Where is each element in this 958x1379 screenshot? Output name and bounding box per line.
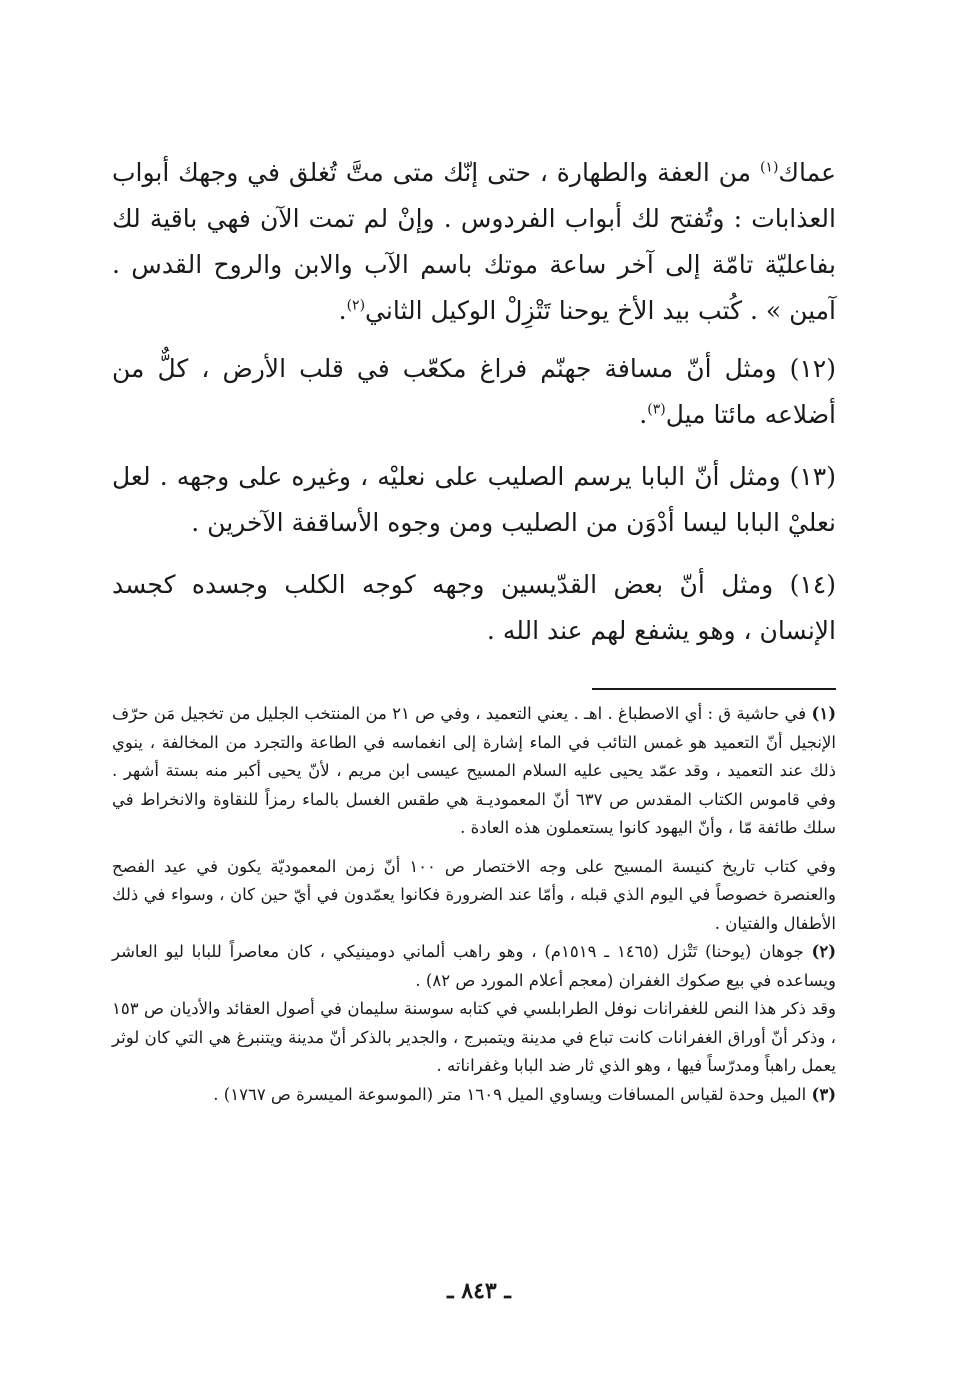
paragraph-1-body: من العفة والطهارة ، حتى إنّك متى متَّ تُغلق في وجهك أبواب العذابات : وتُفتح لك أبواب الفردوس . وإنْ لم تمت الآن فهي باقية لك بفاعليّة تامّة إلى آخر ساعة موتك باسم الآب والابن والروح القدس . آمين » . كُتب بيد الأخ يوحنا تَتْزِلْ الوكيل الثاني: [112, 158, 836, 325]
footnote-1-text: في حاشية ق : أي الاصطباغ . اهـ . يعني التعميد ، وفي ص ٢١ من المنتخب الجليل من تخجيل مَن حرّف الإنجيل أنّ التعميد هو غمس التائب في الماء إشارة إلى انغماسه في الطاعة والتجرد من المخالفة ، ينوي ذلك عند التعميد ، وقد عمّد يحيى عليه السلام المسيح عيسى ابن مريم ، لأنّ يحيى أكبر منه بستة أشهر . وفي قاموس الكتاب المقدس ص ٦٣٧ أنّ المعموديـة هي طقس الغسل بالماء رمزاً للنقاوة والانخراط في سلك طائفة مّا ، وأنّ اليهود كانوا يستعملون هذه العادة .: [112, 704, 837, 837]
footnote-1: [112, 700, 836, 843]
main-text: [112, 150, 836, 654]
footnote-1-number: (١): [811, 704, 836, 723]
footnote-3-text: الميل وحدة لقياس المسافات ويساوي الميل ١٦٠٩ متر (الموسوعة الميسرة ص ١٧٦٧) .: [213, 1084, 812, 1104]
footnote-separator: [592, 688, 836, 690]
footnote-3: [112, 1081, 836, 1110]
footnote-2: [112, 938, 836, 995]
paragraph-13: (١٣) ومثل أنّ البابا يرسم الصليب على نعليْه ، وغيره على وجهه . لعل نعليْ البابا ليسا أدْوَن من الصليب ومن وجوه الأساقفة الآخرين .: [112, 462, 836, 537]
page-number: ـ ٨٤٣ ـ: [447, 1278, 511, 1304]
paragraph-12-end: .: [639, 400, 648, 429]
footnote-3-number: (٣): [811, 1084, 836, 1104]
footnote-2-continuation: وقد ذكر هذا النص للغفرانات نوفل الطرابلسي في كتابه سوسنة سليمان في أصول العقائد والأديان ص ١٥٣ ، وذكر أنّ أوراق الغفرانات كانت تباع في مدينة ويتمبرج ، والجدير بالذكر أنّ مدينة ويتنبرغ هي التي كان لوثر يعمل راهباً ومدرّساً فيها ، وهو الذي ثار ضد البابا وغفراناته .: [112, 999, 836, 1075]
paragraph-1: [112, 150, 836, 334]
footnote-ref-2[interactable]: (٢): [346, 297, 366, 314]
paragraph-14: (١٤) ومثل أنّ بعض القدّيسين وجهه كوجه الكلب وجسده كجسد الإنسان ، وهو يشفع لهم عند الله .: [112, 570, 836, 645]
footnote-ref-3[interactable]: (٣): [647, 401, 666, 418]
paragraph-1-end: .: [338, 296, 347, 325]
paragraph-12-text: (١٢) ومثل أنّ مسافة جهنّم فراغ مكعّب في قلب الأرض ، كلٌّ من أضلاعه مائتا ميل: [112, 354, 836, 429]
footnote-2-number: (٢): [811, 942, 836, 961]
paragraph-1-start: عماك: [778, 158, 836, 187]
paragraph-12: [112, 346, 836, 438]
footnote-ref-1[interactable]: (١): [759, 159, 779, 176]
footnotes: [112, 700, 836, 1109]
footnote-2-text: جوهان (يوحنا) تَتْزل (١٤٦٥ ـ ١٥١٩م) ، وهو راهب ألماني دومينيكي ، كان معاصراً للبابا ليو العاشر ويساعده في بيع صكوك الغفران (معجم أعلام المورد ص ٨٢) .: [112, 942, 836, 990]
footnote-1-continuation: وفي كتاب تاريخ كنيسة المسيح على وجه الاختصار ص ١٠٠ أنّ زمن المعموديّة يكون في عيد الفصح والعنصرة خصوصاً في اليوم الذي قبله ، وأمّا عند الضرورة فكانوا يعمّدون في أيّ حين كان ، وسواء في ذلك الأطفال والفتيان .: [112, 856, 836, 933]
